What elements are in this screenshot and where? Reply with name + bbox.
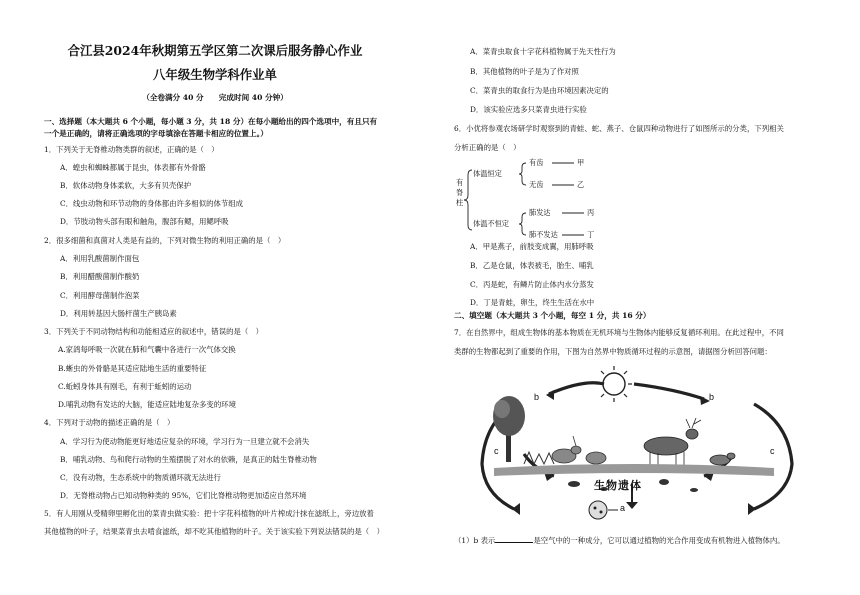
q7-stem-2: 类群的生物都起到了重要的作用，下图为自然界中物质循环过程的示意图，请据图分析回答问题： <box>454 347 772 356</box>
q3-stem: 3．下列关于不同动物结构和功能相适应的叙述中，错误的是（ ） <box>44 327 264 336</box>
q6-option-c: C．丙是蛇，有鳞片防止体内水分蒸发 <box>470 280 594 289</box>
q5-stem: 5．有人用刚从受精卵里孵化出的菜青虫做实验：把十字花科植物的叶片榨成汁抹在滤纸上，旁边放着 <box>44 509 374 518</box>
section1-heading: 一、选择题（本大题共 6 个小题，每小题 3 分，共 18 分）在每小题给出的四个选项中，有且只有 <box>44 117 378 126</box>
q4-option-d: D．无脊椎动物占已知动物种类的 95%，它们比脊椎动物更加适应自然环境 <box>60 491 307 500</box>
q1-stem: 1．下列关于无脊椎动物类群的叙述，正确的是（ ） <box>44 145 219 154</box>
q1-option-d: D．节肢动物头部有眼和触角，腹部有鳃，用鳃呼吸 <box>60 217 229 226</box>
cycle-illustration <box>454 364 821 524</box>
q5-option-b: B．其他植物的叶子是为了作对照 <box>470 67 579 76</box>
q4-option-a: A．学习行为使动物能更好地适应复杂的环境，学习行为一旦建立就不会消失 <box>60 437 310 446</box>
q7-stem: 7．在自然界中，组成生物体的基本物质在无机环境与生物体内能够反复循环利用。在此过程中，不同 <box>454 328 784 337</box>
q2-option-a: A．利用乳酸菌制作面包 <box>60 254 140 263</box>
tree-notooth: 无齿 <box>529 180 544 189</box>
q4-option-b: B．哺乳动物、鸟和爬行动物的生殖摆脱了对水的依赖，是真正的陆生脊椎动物 <box>60 455 317 464</box>
tree-cold: 体温不恒定 <box>473 219 509 228</box>
q6-stem-2: 分析正确的是（ ） <box>454 143 521 152</box>
q2-option-b: B．利用醋酸菌制作酸奶 <box>60 272 140 281</box>
figure-label-b-right: b <box>709 392 715 402</box>
tree-jia: 甲 <box>577 158 585 167</box>
tree-bing: 丙 <box>587 208 595 217</box>
figure-label-c-left: c <box>494 446 499 456</box>
q5-option-a: A．菜青虫取食十字花科植物属于先天性行为 <box>470 47 616 56</box>
figure-label-a: a <box>620 503 626 513</box>
q1-option-b: B．软体动物身体柔软，大多有贝壳保护 <box>60 181 192 190</box>
tree-warm: 体温恒定 <box>473 169 502 178</box>
material-cycle-figure <box>454 364 821 524</box>
score-time: （全卷满分 40 分 完成时间 40 分钟） <box>142 93 288 102</box>
tree-lung-dev: 肺发达 <box>529 208 551 217</box>
q3-option-c: C.蚯蚓身体具有刚毛，有利于蚯蚓的运动 <box>58 382 192 391</box>
q7-sub1-answer-blank[interactable] <box>495 534 533 543</box>
q6-stem: 6．小优将参观农场研学时观察到的青蛙、蛇、燕子、仓鼠四种动物进行了如图所示的分类，下列相关 <box>454 124 784 133</box>
figure-label-b-left: b <box>534 392 540 402</box>
figure-label-c-right: c <box>770 446 775 456</box>
tree-yi: 乙 <box>577 180 585 189</box>
tree-root-label: 有 脊 柱 <box>456 178 464 207</box>
q6-option-b: B．乙是仓鼠，体表被毛，胎生、哺乳 <box>470 261 594 270</box>
q1-option-a: A．蝗虫和蜘蛛都属于昆虫，体表都有外骨骼 <box>60 163 206 172</box>
q6-option-a: A．甲是燕子，前肢变成翼，用肺呼吸 <box>470 242 594 251</box>
q5-option-c: C．菜青虫的取食行为是由环境因素决定的 <box>470 86 609 95</box>
tree-lung-not: 肺不发达 <box>529 230 558 239</box>
q4-stem: 4．下列对于动物的描述正确的是（ ） <box>44 418 175 427</box>
page-subtitle: 八年级生物学科作业单 <box>153 67 277 82</box>
q1-option-c: C．线虫动物和环节动物的身体都由许多相似的体节组成 <box>60 199 244 208</box>
q5-option-d: D．该实验应选多只菜青虫进行实验 <box>470 105 587 114</box>
q7-sub1-prefix: （1）b 表示 <box>454 536 496 545</box>
tree-tooth: 有齿 <box>529 158 544 167</box>
q2-option-d: D．利用转基因大肠杆菌生产胰岛素 <box>60 309 177 318</box>
page-title: 合江县2024年秋期第五学区第二次课后服务静心作业 <box>67 43 363 58</box>
q7-sub1-suffix: 是空气中的一种成分，它可以通过植物的光合作用变成有机物进入植物体内。 <box>533 536 785 545</box>
q3-option-d: D.哺乳动物有发达的大脑，能适应陆地复杂多变的环境 <box>58 400 236 409</box>
q3-option-a: A.家鸽每呼吸一次就在肺和气囊中各进行一次气体交换 <box>58 345 236 354</box>
figure-label-remains: 生物遗体 <box>594 480 642 492</box>
section2-heading: 二、填空题（本大题共 3 个小题，每空 1 分，共 16 分） <box>454 311 651 320</box>
q2-stem: 2．很多细菌和真菌对人类是有益的，下列对微生物的利用正确的是（ ） <box>44 236 286 245</box>
q6-option-d: D．丁是青蛙，卵生，终生生活在水中 <box>470 298 595 307</box>
q2-option-c: C．利用酵母菌制作泡菜 <box>60 291 140 300</box>
q7-sub1 <box>454 534 785 546</box>
tree-ding: 丁 <box>587 230 595 239</box>
section1-heading-2: 一个是正确的，请将正确选项的字母填涂在答题卡相应的位置上。） <box>44 129 269 138</box>
q3-option-b: B.蜥虫的外骨骼是其适应陆地生活的重要特征 <box>58 364 207 373</box>
q4-option-c: C．没有动物，生态系统中的物质循环就无法进行 <box>60 473 221 482</box>
q5-stem-2: 其他植物的叶子，结果菜青虫去啃食滤纸，却不吃其他植物的叶子。关于该实验下列说法错误的是（ ） <box>44 527 384 536</box>
